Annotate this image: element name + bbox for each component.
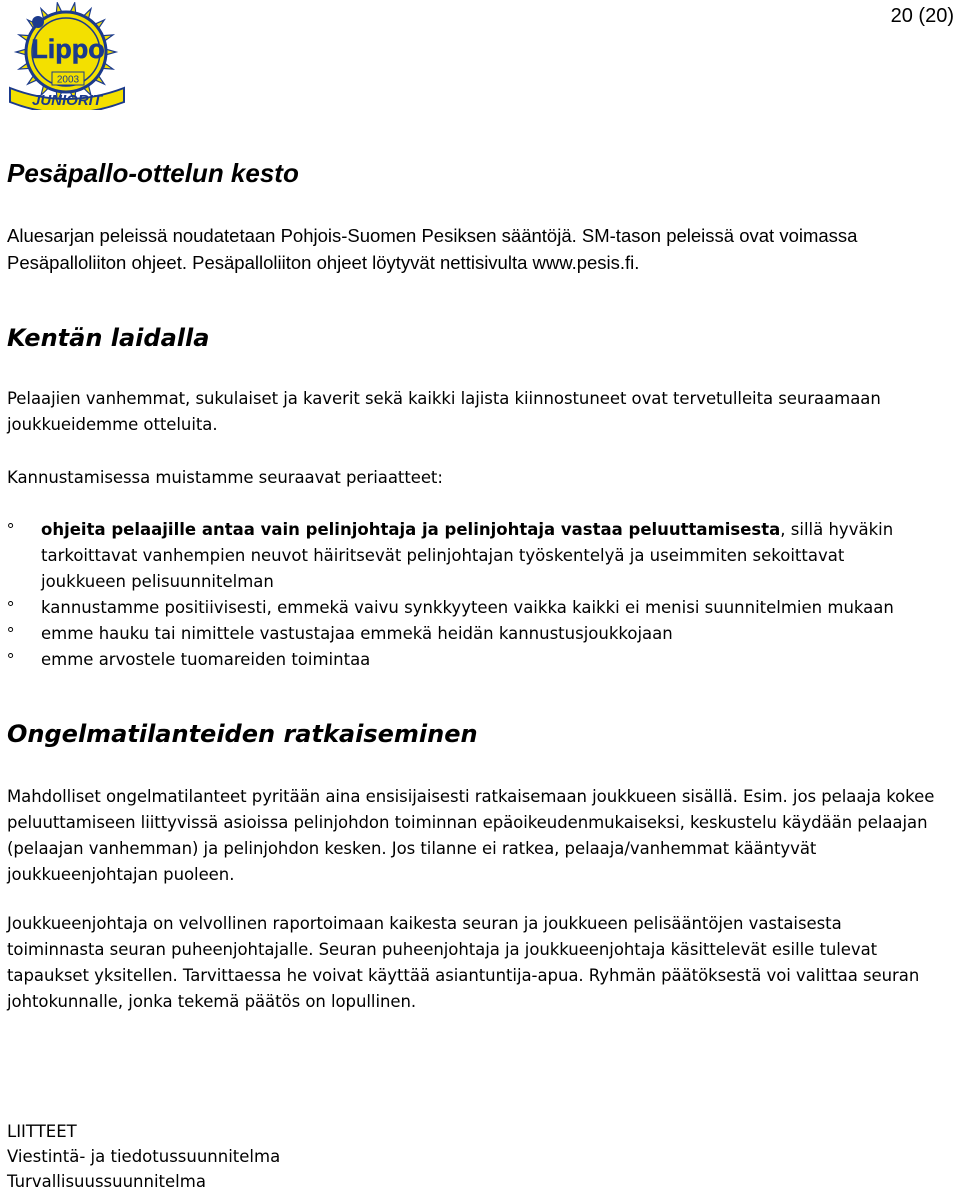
heading-kesto: Pesäpallo-ottelun kesto xyxy=(7,158,299,188)
lippo-juniorit-logo xyxy=(6,2,128,110)
attachments xyxy=(7,1119,280,1194)
bullet-mark: ° xyxy=(7,650,15,670)
page-number: 20 (20) xyxy=(890,5,954,27)
bullet-mark: ° xyxy=(7,624,15,644)
section-laidalla xyxy=(7,323,209,353)
list-item: ° ohjeita pelaajille antaa vain pelinjohtaja ja pelinjohtaja vastaa peluuttamisesta, sillä hyväkin tarkoittavat vanhempien neuvot häiritsevät pelinjohtajan työskentelyä ja useimmiten sekoittavat joukkueen pelisuunnitelman xyxy=(7,517,927,595)
list-item: ° emme hauku tai nimittele vastustajaa emmekä heidän kannustusjoukkojaan xyxy=(7,621,927,647)
paragraph-kesto: Aluesarjan peleissä noudatetaan Pohjois-Suomen Pesiksen sääntöjä. SM-tason peleissä ovat voimassa Pesäpalloliiton ohjeet. Pesäpalloliiton ohjeet löytyvät nettisivulta www.pesis.fi. xyxy=(7,225,858,273)
section-kesto xyxy=(7,158,299,188)
heading-laidalla: Kentän laidalla xyxy=(7,324,210,352)
list-item: ° emme arvostele tuomareiden toimintaa xyxy=(7,647,927,673)
attachment-item: Turvallisuussuunnitelma xyxy=(7,1172,206,1191)
bullet-mark: ° xyxy=(7,598,15,618)
logo-year: 2003 xyxy=(56,74,80,86)
bullet-mark: ° xyxy=(7,520,15,540)
list-item: ° kannustamme positiivisesti, emmekä vaivu synkkyyteen vaikka kaikki ei menisi suunnitelmien mukaan xyxy=(7,595,927,621)
paragraph-ongelmat-2: Joukkueenjohtaja on velvollinen raportoimaan kaikesta seuran ja joukkueen pelisääntöjen vastaisesta toiminnasta seuran puheenjohtajalle. Seuran puheenjohtaja ja joukkueenjohtaja käsittelevät esille tulevat tapaukset yksitellen. Tarvittaessa he voivat käyttää asiantuntija-apua. Ryhmän päätöksestä voi valittaa seuran johtokunnalle, jonka tekemä päätös on lopullinen. xyxy=(7,914,920,1011)
attachment-item: Viestintä- ja tiedotussuunnitelma xyxy=(7,1147,281,1166)
logo-banner-text: JUNIORIT xyxy=(31,92,103,109)
paragraph-ongelmat-1: Mahdolliset ongelmatilanteet pyritään aina ensisijaisesti ratkaisemaan joukkueen sisällä. Esim. jos pelaaja kokee peluuttamiseen liittyvissä asioissa pelinjohdon toiminnan epäoikeudenmukaiseksi, keskustelu käydään pelaajan (pelaajan vanhemman) ja pelinjohdon kesken. Jos tilanne ei ratkea, pelaaja/vanhemmat kääntyvät joukkueenjohtajan puoleen. xyxy=(7,787,935,884)
heading-ongelmat: Ongelmatilanteiden ratkaiseminen xyxy=(7,720,478,748)
bullet-list xyxy=(7,517,927,673)
paragraph-laidalla-2: Kannustamisessa muistamme seuraavat periaatteet: xyxy=(7,468,443,487)
section-ongelmat xyxy=(7,719,478,749)
logo-wordmark: Lippo xyxy=(31,34,105,64)
paragraph-laidalla-1: Pelaajien vanhemmat, sukulaiset ja kaverit sekä kaikki lajista kiinnostuneet ovat tervetulleita seuraamaan joukkueidemme otteluita. xyxy=(7,389,881,434)
attachments-title: LIITTEET xyxy=(7,1122,77,1141)
